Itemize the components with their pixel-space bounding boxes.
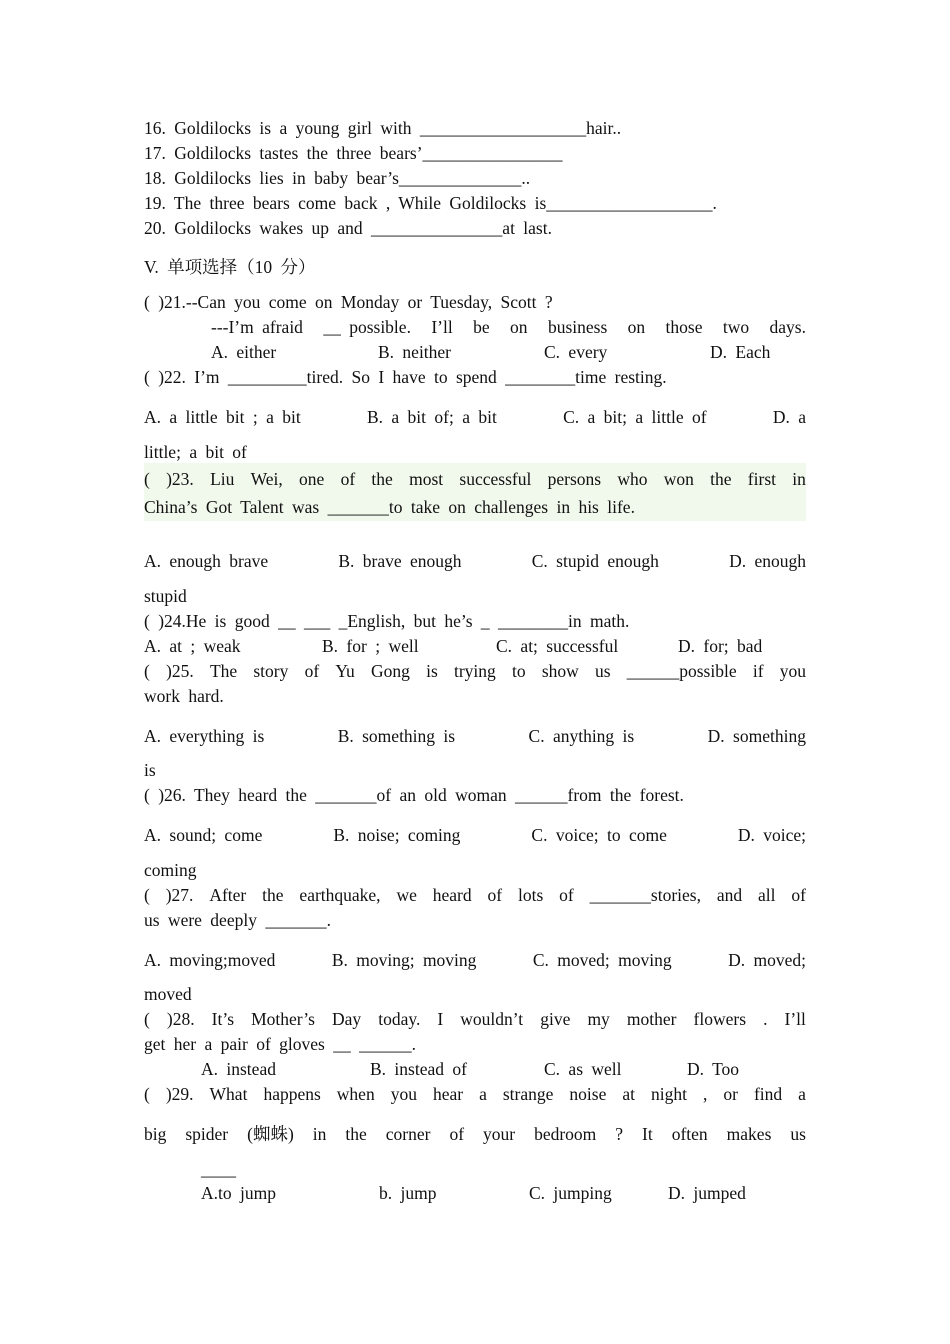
option-a: A. sound; come (144, 825, 263, 845)
option-c: C. as well (544, 1059, 622, 1079)
word: most (409, 469, 444, 489)
word: or (723, 1084, 738, 1104)
option-d: D. jumped (668, 1183, 746, 1203)
word: Gong (371, 661, 410, 681)
question-25-options (144, 725, 806, 747)
question-24-options (144, 635, 762, 657)
question-16: 16. Goldilocks is a young girl with ___________________hair.. (144, 118, 622, 138)
option-a: A. a little bit ; a bit (144, 407, 301, 427)
word: ---I’m afraid (211, 317, 303, 337)
option-d: D. Each (710, 342, 771, 362)
word: successful (459, 469, 532, 489)
question-22-options-wrap: little; a bit of (144, 442, 247, 462)
option-b: B. a bit of; a bit (366, 407, 497, 427)
word: your (483, 1124, 516, 1144)
word: )27. (165, 885, 194, 905)
word: I’ll (431, 317, 453, 337)
word: is (426, 661, 438, 681)
word: night (651, 1084, 687, 1104)
question-25-options-wrap: is (144, 760, 156, 780)
question-26-stem: ( )26. They heard the _______of an old woman ______from the forest. (144, 785, 684, 805)
word: )23. (166, 469, 194, 489)
word: wouldn’t (460, 1009, 524, 1029)
word: corner (385, 1124, 431, 1144)
option-c: C. voice; to come (531, 825, 667, 845)
word: in (792, 469, 806, 489)
option-b: B. moving; moving (331, 950, 477, 970)
word: if (752, 661, 764, 681)
word: It’s (211, 1009, 235, 1029)
word: first (747, 469, 776, 489)
option-b: B. neither (378, 342, 452, 362)
word: of (559, 885, 574, 905)
option-a: A. everything is (144, 726, 265, 746)
option-b: B. for ; well (322, 636, 419, 656)
word: . (763, 1009, 768, 1029)
word: Day (332, 1009, 362, 1029)
word: I (437, 1009, 444, 1029)
word: strange (502, 1084, 554, 1104)
word: Wei, (250, 469, 283, 489)
word: flowers (693, 1009, 746, 1029)
option-b: B. brave enough (338, 551, 462, 571)
word: trying (453, 661, 496, 681)
question-26-options-wrap: coming (144, 860, 197, 880)
word: of (304, 661, 320, 681)
word: ______possible (626, 661, 737, 681)
word: After (209, 885, 247, 905)
word: be (473, 317, 490, 337)
question-23-options-wrap: stupid (144, 586, 187, 606)
word: on (627, 317, 646, 337)
word: a (798, 1084, 806, 1104)
word: hear (432, 1084, 464, 1104)
word: _______stories, (589, 885, 701, 905)
question-25-line1 (144, 660, 806, 682)
question-29-line2 (144, 1123, 806, 1145)
word: find (753, 1084, 783, 1104)
word: show (541, 661, 579, 681)
word: when (336, 1084, 375, 1104)
question-23-options (144, 550, 806, 572)
question-20: 20. Goldilocks wakes up and _______________at last. (144, 218, 552, 238)
word: Yu (335, 661, 355, 681)
question-22-stem: ( )22. I’m _________tired. So I have to spend ________time resting. (144, 367, 667, 387)
option-a: A. either (211, 342, 277, 362)
section-v-heading: V. 单项选择（10 分） (144, 257, 316, 277)
option-d: D. something (707, 726, 806, 746)
question-27-line2: us were deeply _______. (144, 910, 331, 930)
word: earthquake, (299, 885, 381, 905)
question-29-line1 (144, 1083, 806, 1105)
word: the (371, 469, 393, 489)
word: I’ll (784, 1009, 806, 1029)
option-b: B. something is (337, 726, 456, 746)
word: of (340, 469, 356, 489)
word: heard (432, 885, 472, 905)
word: Mother’s (251, 1009, 315, 1029)
word: us (790, 1124, 806, 1144)
word: those (665, 317, 703, 337)
question-29-options (201, 1182, 746, 1204)
option-a: A.to jump (201, 1183, 276, 1203)
question-28-options (201, 1058, 739, 1080)
word: in (312, 1124, 327, 1144)
question-22-options (144, 406, 806, 428)
paren: ( (144, 885, 150, 905)
option-c: C. a bit; a little of (563, 407, 707, 427)
option-c: C. at; successful (496, 636, 619, 656)
word: makes (726, 1124, 772, 1144)
word: who (617, 469, 648, 489)
word: It (642, 1124, 653, 1144)
word: (蜘蛛) (247, 1124, 294, 1144)
paren: ( (144, 1009, 150, 1029)
word: ? (615, 1124, 624, 1144)
word: a (479, 1084, 487, 1104)
word: my (587, 1009, 610, 1029)
word: spider (185, 1124, 229, 1144)
question-24-stem: ( )24.He is good __ ___ _English, but he’s _ ________in math. (144, 611, 630, 631)
word: What (209, 1084, 248, 1104)
option-d: D. moved; (728, 950, 806, 970)
question-27-options (144, 949, 806, 971)
question-23-line1 (144, 468, 806, 490)
option-a: A. instead (201, 1059, 276, 1079)
word: two (722, 317, 750, 337)
word: today. (378, 1009, 421, 1029)
word: )29. (165, 1084, 194, 1104)
word: on (510, 317, 528, 337)
word: The (209, 661, 238, 681)
option-c: C. jumping (529, 1183, 612, 1203)
option-b: B. instead of (370, 1059, 467, 1079)
question-29-blank: ____ (201, 1159, 236, 1179)
word: and (716, 885, 743, 905)
option-a: A. at ; weak (144, 636, 241, 656)
word: one (299, 469, 325, 489)
word: business (547, 317, 608, 337)
option-c: C. anything is (528, 726, 635, 746)
word: days. (769, 317, 806, 337)
word: Liu (210, 469, 235, 489)
word: you (779, 661, 806, 681)
option-c: C. stupid enough (531, 551, 659, 571)
word: won (663, 469, 694, 489)
word: the (345, 1124, 367, 1144)
option-c: C. moved; moving (532, 950, 672, 970)
paren: ( (144, 1084, 150, 1104)
option-a: A. enough brave (144, 551, 269, 571)
word: often (671, 1124, 708, 1144)
word: bedroom (534, 1124, 597, 1144)
option-d: D. Too (687, 1059, 740, 1079)
option-b: b. jump (379, 1183, 437, 1203)
word: we (396, 885, 417, 905)
question-26-options (144, 824, 806, 846)
word: happens (263, 1084, 321, 1104)
question-27-options-wrap: moved (144, 984, 192, 1004)
word: of (449, 1124, 465, 1144)
question-28-line1 (144, 1008, 806, 1030)
question-21-stem: ( )21.--Can you come on Monday or Tuesday, Scott ? (144, 292, 553, 312)
word: noise (569, 1084, 607, 1104)
option-a: A. moving;moved (144, 950, 276, 970)
option-d: D. enough (729, 551, 806, 571)
word: us (594, 661, 611, 681)
word: __ possible. (323, 317, 411, 337)
word: at (622, 1084, 635, 1104)
word: the (710, 469, 732, 489)
option-d: D. voice; (737, 825, 806, 845)
word: lots (517, 885, 544, 905)
option-c: C. every (544, 342, 608, 362)
word: you (390, 1084, 417, 1104)
question-23-line2: China’s Got Talent was _______to take on challenges in his life. (144, 497, 635, 517)
word: story (253, 661, 289, 681)
word: persons (547, 469, 602, 489)
question-17: 17. Goldilocks tastes the three bears’________________ (144, 143, 563, 163)
word: of (791, 885, 806, 905)
paren: ( (144, 469, 150, 489)
word: )25. (166, 661, 194, 681)
word: the (262, 885, 284, 905)
word: to (512, 661, 526, 681)
question-25-line2: work hard. (144, 686, 224, 706)
option-d: D. a (772, 407, 806, 427)
word: )28. (166, 1009, 195, 1029)
word: mother (626, 1009, 677, 1029)
word: , (702, 1084, 708, 1104)
question-18: 18. Goldilocks lies in baby bear’s______________.. (144, 168, 531, 188)
option-b: B. noise; coming (333, 825, 461, 845)
word: give (540, 1009, 571, 1029)
question-21-options (211, 341, 770, 363)
word: of (487, 885, 503, 905)
word: big (144, 1124, 167, 1144)
question-19: 19. The three bears come back , While Goldilocks is___________________. (144, 193, 717, 213)
word: all (758, 885, 776, 905)
question-21-line2 (211, 316, 806, 338)
option-d: D. for; bad (678, 636, 763, 656)
question-28-line2: get her a pair of gloves __ ______. (144, 1034, 416, 1054)
paren: ( (144, 661, 150, 681)
question-27-line1 (144, 884, 806, 906)
